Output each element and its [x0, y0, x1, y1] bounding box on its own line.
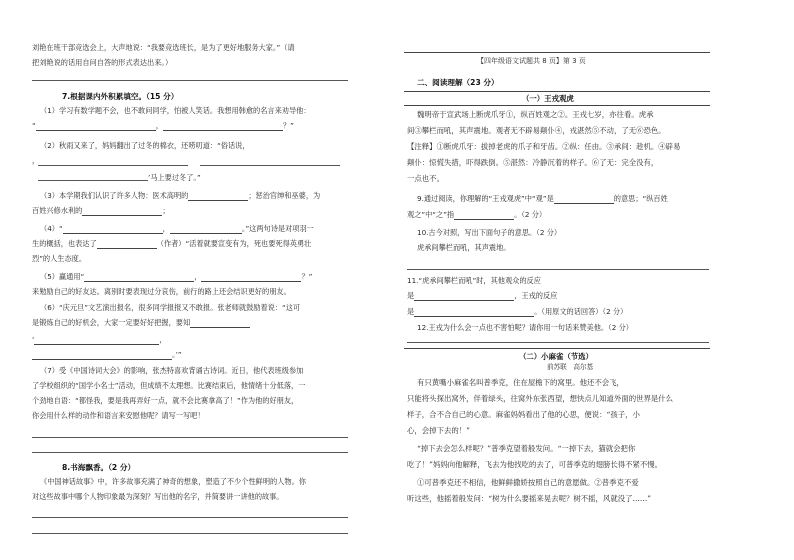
blank[interactable] [82, 207, 162, 216]
passage2-line: “掉下去会怎么样呢？”普季克望着般发问。“一掉下去，猫就会把你 [417, 444, 636, 453]
q8-title: 8.书海飘香。（2 分） [62, 463, 136, 472]
blank[interactable] [84, 273, 194, 282]
blank[interactable] [201, 273, 301, 282]
passage1-line: 魏明帝于宣武场上断虎爪牙①，纵百姓观之②。王戎七岁，亦往看。虎承 [417, 110, 654, 119]
q7-7-text3: 个劲地自语：“都怪我，要是我再弄好一点，就不会比赛拿高了！”作为他的好朋友， [32, 396, 299, 405]
blank[interactable] [32, 351, 172, 360]
blank[interactable] [36, 122, 156, 131]
blank[interactable] [38, 165, 188, 166]
passage2-line: 只能将头探出窝外，伴着绿头，往窝外东张西望，想快点儿知道外面的世界是什么 [407, 394, 674, 403]
blank[interactable] [163, 122, 283, 131]
passage1-line: 间③攀栏而吼，其声震地。观者无不辟易颠仆④，戎湛然⑤不动，了无⑥恐色。 [407, 126, 666, 135]
q7-2-text: （2）秋雨又来了，妈妈翻出了过冬的棉衣，还唠叨道：“俗话说， [40, 141, 250, 150]
q7-2-end: ’马上要过冬了。” [148, 173, 201, 182]
passage1-note: 【注释】①断虎爪牙：拔掉老虎的爪子和牙齿。②纵：任由。③承间：趁机。④辟易 [407, 142, 681, 151]
q11-fill2: 是 。（用原文的话回答）（2 分） [407, 307, 628, 316]
passage2-title: （二）小麻雀（节选） [519, 352, 593, 361]
blank[interactable] [200, 165, 340, 166]
right-page [397, 0, 794, 560]
passage1-note: 颠仆：惊慌失措，吓得跌倒。⑤湛然：冷静沉着的样子。⑥了无：完全没有， [407, 158, 659, 167]
answer-line[interactable] [32, 80, 348, 81]
answer-line[interactable] [32, 452, 348, 453]
q7-6-text: （6）“庆元旦”文艺演出报名，很多同学报报又不敢报。张老师就鼓励着说：“这可 [40, 303, 301, 312]
answer-line[interactable] [32, 437, 348, 438]
passage2-line: 心，会掉下去的！” [407, 426, 470, 435]
q7-6-fill: ‘ ， [32, 335, 167, 344]
blank[interactable] [190, 319, 250, 328]
text-line: 刘艳在班干部竞选会上，大声地说：“我要竞选班长，是为了更好地服务大家。”（请 [32, 43, 295, 52]
header-rule [404, 52, 710, 53]
q7-3-text2: 百姓兴修水利的 ； [32, 206, 170, 215]
q7-title: 7.根据课内外积累填空。（15 分） [62, 92, 179, 101]
blank[interactable] [97, 240, 157, 249]
q9-text2: 观之”中“之”指 。（2 分） [407, 210, 547, 219]
q7-5-text: （5）赢通用“ ， ？” [40, 272, 313, 281]
q10-sentence: 虎承间攀栏而吼，其声震地。 [417, 243, 511, 252]
q8-text: 《中国神话故事》中，许多故事充满了神奇的想象，塑造了不少个性鲜明的人物。你 [40, 477, 306, 486]
q7-7-text: （7）受《中国诗词大会》的影响，张杰特喜欢背诵古诗词。近日，他代表班级参加 [40, 366, 304, 375]
title-rule [404, 105, 710, 106]
blank[interactable] [63, 225, 163, 234]
blank[interactable] [414, 292, 514, 301]
passage2-line: 样子，合不合自己的心意。麻雀妈妈看出了他的心思，便说：“孩子，小 [407, 410, 640, 419]
q7-4-text: （4）“ ， 。”这两句诗是对项羽一 [40, 224, 314, 233]
passage2-line: ①可普季克还不相信，他鲜鲜撒娇按照自己的意愿做。②普季克不爱 [417, 478, 639, 487]
section-title: 二、阅读理解（23 分） [417, 78, 499, 87]
q7-2-fill: ， [32, 156, 40, 165]
blank[interactable] [34, 336, 159, 345]
page-header: 【四年级语文试题共 8 页】第 3 页 [477, 57, 586, 65]
answer-line[interactable] [407, 342, 709, 343]
q11-fill: 是 ，王戎的反应 [407, 291, 558, 300]
blank[interactable] [188, 192, 248, 201]
q8-text2: 对这些故事中哪个人物印象最为深刻？写出他的名字，并简要讲一讲他的故事。 [32, 492, 284, 501]
passage2-line: 吃了！”妈妈向他解释，飞去为他找吃的去了，可普季克的翅膀长得不紧不慢。 [407, 460, 663, 469]
q10-text: 10.古今对照，写出下面句子的意思。（2 分） [417, 228, 562, 237]
passage2-line: 听这些，他摇着般发问：“树为什么要摇来晃去呢？树不摇，风就没了……” [407, 494, 652, 503]
q9-text: 9.通过阅读，你理解的“王戎观虎”中“观”是 的意思；“纵百姓 [417, 194, 668, 203]
title-rule [404, 91, 710, 92]
q7-4-text3: 烈”的人生态度。 [32, 254, 87, 263]
q7-7-text2: 了学校组织的“国学小名士”活动，但成绩不太理想。比赛结束后，他情绪十分低落，一 [32, 381, 306, 390]
q7-4-text2: 生的概括，也表达了 （作者）“活着就要宣变有为，死也要死得英勇壮 [32, 239, 312, 248]
q12-text: 12.王戎为什么会一点也不害怕呢？请你用一句话来赞美他。（2 分） [417, 323, 633, 332]
answer-line[interactable] [407, 269, 709, 270]
q7-1-text: （1）学习有数学题不会，也不敢问同学，怕被人笑话。我想用韩愈的名言来劝导他： [40, 106, 311, 115]
q7-6-fill2: 。’” [32, 350, 182, 360]
blank[interactable] [38, 180, 148, 181]
q7-6-text2: 是锻炼自己的好机会，大家一定要好好把握，要知 [32, 318, 250, 328]
q7-3-text: （3）本学期我们认识了许多人物：医术高明的 ；惩治官绅和巫婆，为 [40, 191, 321, 200]
passage2-author: 前苏联 高尔基 [547, 363, 594, 371]
passage1-note: 一点也不。 [407, 174, 444, 183]
q7-7-text4: 你会用什么样的动作和语言来安慰他呢？请写一写吧！ [32, 411, 205, 420]
q7-1-fill: “ ， ？” [32, 121, 294, 130]
q11-text: 11.“虎承间攀栏而吼”时，其他观众的反应 [407, 276, 541, 285]
blank[interactable] [554, 195, 614, 204]
blank[interactable] [454, 211, 514, 220]
answer-line[interactable] [32, 517, 348, 518]
answer-line[interactable] [32, 533, 348, 534]
text-line: 把刘艳说的话用自问自答的形式表达出来。） [32, 58, 173, 67]
blank[interactable] [414, 308, 534, 317]
passage2-line: 有只黄嘴小麻雀名叫普季克，住在屋檐下的窝里。他还不会飞， [417, 378, 624, 387]
passage1-title: （一）王戎观虎 [522, 94, 574, 103]
title-rule [404, 348, 710, 349]
q7-5-text2: 来勉励自己的好友达。离别时要表现过分哀伤，前行的路上还会结识更好的朋友。 [32, 287, 291, 296]
blank[interactable] [170, 225, 242, 234]
